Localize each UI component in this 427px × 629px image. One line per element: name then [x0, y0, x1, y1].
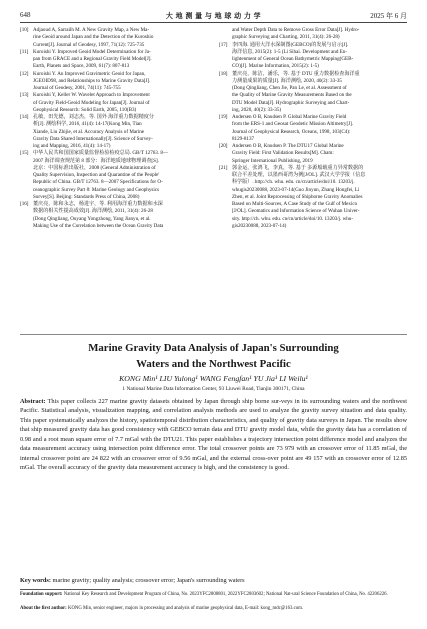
reference-number: [19]: [219, 114, 228, 120]
reference-text: 董庆亮，陈和永志，杨进宇，等. 利用海洋重力数据和水深 数据的相关性提高成效[J]. 海洋测绘, 2011, 31(4): 26-28 (Dong Qingliang, Ouyang Yongzhong, Yang Jianyu, et al. Making Use of the Correlation between the Ocean Gravity Data: [33, 201, 164, 229]
reference-text: Andersen O B, Knudsen P. Global Marine Gravity Field from the ERS-1 and Geosat Geodetic Mission Altimetry[J]. Journal of Geophysical Research, Oceans, 1998, 103(C4): 8129-8137: [232, 114, 354, 142]
foundation-footnote: [20, 592, 407, 599]
reference-number: [11]: [20, 48, 29, 55]
reference-text: 中华人民共和国国家质量监督检验检疫总局. GB/T 12763. 8— 2007 海洋调查规范第 8 部分：海洋地质地球物理调查[S]. 北京：中国标准出版社，2008 (General Administration of Quality Supervision, Inspection and Quarantine of the People' Republic of China. GB/T 12763. 8—2007 Specifications for O- ceanographic Survey Part 8: Marine Geology and Geophysics Survey[S]. Beijing: Standards Press of China, 2008): [33, 150, 169, 200]
section-divider: [20, 334, 407, 335]
page-number: 648: [20, 11, 31, 19]
reference-entry: [219, 165, 407, 230]
reference-entry: [20, 27, 208, 49]
reference-entry: [219, 42, 407, 71]
reference-text: Kuroishi Y, Keller W. Wavelet Approach to Improvement of Gravity Field-Geoid Modeling for Japan[J]. Journal of Geophysical Research: Solid Earth, 2005, 110(B3): [33, 92, 150, 113]
reference-number: [21]: [219, 164, 228, 171]
reference-number: [13]: [20, 92, 29, 99]
footnote-divider: [20, 589, 120, 590]
abstract-text: This paper collects 227 marine gravity datasets obtained by Japan through ship borne sur-veys in its surrounding waters and the northwest Pacific. Statistical analysis, visualization mapping, and correlation analysis methods are used to analyze the gravity survey situation and data quality. This paper systematically analyzes the history, spatiotemporal distribution characteristics, and quality of gravity data surveys in Japan. The results show that ship measured gravity data has good consistency with GEBCO terrain data and DTU gravity model data, while the gravity data has a correlation of 0.98 and a root mean square error of 7.7 mGal with the DTU21. This paper establishes a trajectory intersection point difference model and analyzes the data measurement accuracy using intersection point difference error. The total crossover points are 73 979 with an crossover error of 11.85 mGal, the internal crossover point are 24 822 with an crossover error of 9.56 mGal, and the external cross-over point are 49 157 with an crossover error of 12.85 mGal. The overall accuracy of the gravity data measurement accuracy is high, and the consistency is good.: [20, 398, 407, 472]
affiliation: 1 National Marine Data Information Center, 93 Liuwei Road, Tianjin 300171, China: [122, 386, 305, 392]
reference-entry: [20, 150, 208, 201]
reference-entry: [219, 143, 407, 165]
reference-text: Adjaoud A, Sarrailh M. A New Gravity Map, a New Ma- rine Geoid around Japan and the Detection of the Kuroshio Current[J]. Journal of Geodesy, 1997, 71(12): 725-735: [33, 27, 154, 48]
reference-text: Kuroishi Y. Improved Geoid Model Determination for Ja- pan from GRACE and a Regional Gravity Field Model[J]. Earth, Planets and Space, 2009, 61(7): 807-813: [33, 48, 152, 70]
author-note-text: KONG Min, senior engineer, majors in processing and analysis of marine geophysical data, E-mail: kong_mdc@163.com.: [66, 606, 304, 611]
reference-number: [12]: [20, 70, 29, 77]
reference-entry: [20, 114, 208, 150]
reference-number: [16]: [20, 201, 29, 207]
abstract: [20, 397, 407, 473]
english-title: Marine Gravity Data Analysis of Japan's Surrounding Waters and the Northwest Pacific: [88, 342, 339, 370]
reference-text: 李四海. 通用大洋水深制图(GEBCO)的发展与启示[J]. 海洋信息, 2015(2): 1-5 (Li Sihai. Development and En- lightenment of General Ocean Bathymetric Mapping(GEB- CO)[J]. Marine Information, 2015(2): 1-5): [232, 41, 354, 70]
author-note-label: About the first author:: [20, 606, 67, 611]
reference-entry: [219, 27, 407, 42]
references-right-column: [219, 27, 407, 230]
reference-number: [18]: [219, 70, 228, 77]
foundation-label: Foundation support:: [20, 592, 63, 597]
reference-text: 郭金运，张鸿飞，李真，等. 基于 多源船载重力异常数据的 联合平差处理，以墨西哥湾为例[J/OL]. 武汉大学学报（信息 科学版）. http://ch. whu. edu. cn/cn/article/doi/10. 13203/j. whugis20230088, 2023-07-14(Guo Jinyun, Zhang Hongfei, Li Zhen, et al. Joint Reprocessing of Shipborne Gravity Anomalies Based on Multi-Sources, A Case Study of the Gulf of Mexico [J/OL]. Geomatics and Information Science of Wuhan Univer- sity. http://ch. whu. edu. cn/cn/article/doi/10. 13203/j. whu- gis20230088, 2023-07-14): [232, 164, 366, 229]
reference-entry: [20, 92, 208, 114]
reference-number: [17]: [219, 41, 228, 48]
reference-number: [20]: [219, 143, 228, 149]
reference-number: [10]: [20, 27, 29, 33]
foundation-text: National Key Research and Development Program of China, No. 2023YFC2808801, 2022YFC2803602; National Nat-ural Science Foundation of China, No. 42206226.: [62, 592, 388, 597]
reference-entry: [219, 114, 407, 143]
reference-number: [15]: [20, 150, 29, 157]
keywords-label: Key words:: [20, 577, 51, 584]
reference-text: Kuroishi Y. An Improved Gravimetric Geoid for Japan, JGEOID98, and Relationships to Marine Gravity Data[J]. Journal of Geodesy, 2001, 74(11): 745-755: [33, 70, 151, 91]
references-left-column: [20, 27, 208, 230]
reference-entry: [20, 49, 208, 71]
reference-text: 孔敏，田先德，刘志杰，等. 国外 海洋重力数据精度分 析[J]. 测绘科学, 2016, 41(4): 14-17(Kong Min, Tian Xiande, Liu Zhijie, et al. Accuracy Analysis of Marine Gravity Data Shared Internationally[J]. Science of Survey- ing and Mapping, 2016, 41(4): 14-17): [33, 114, 154, 149]
reference-entry: [219, 71, 407, 115]
author-list: KONG Min¹ LIU Yulong¹ WANG Fengfan¹ YU Jia¹ LI Weilu¹: [119, 374, 308, 383]
reference-entry: [20, 71, 208, 93]
author-footnote: [20, 606, 407, 613]
journal-name: 大 地 测 量 与 地 球 动 力 学: [165, 12, 262, 20]
abstract-label: Abstract:: [20, 398, 46, 405]
reference-number: [14]: [20, 114, 29, 120]
issue-date: 2025 年 6 月: [370, 12, 407, 20]
reference-text: 董庆亮，陈洁，潘乐，等. 基于 DTU 重力数据检查海洋重 力测量成果的质量[J]. 海洋测绘, 2020, 40(2): 33-35 (Dong Qingliang, Chen Jie, Pan Le, et al. Assessment of the Quality of Marine Gravity Measurements Based on the DTU Model Data[J]. Hydrographic Surveying and Chart- ing, 2020, 40(2): 33-35): [232, 70, 360, 113]
running-header: [20, 10, 407, 23]
reference-text: and Water Depth Data to Remove Gross Error Data[J]. Hydro- graphic Surveying and Charting, 2011, 31(4): 26-28): [232, 27, 360, 41]
reference-entry: [20, 201, 208, 230]
keywords: [20, 577, 407, 584]
reference-text: Andersen O B, Knudsen P. The DTU17 Global Marine Gravity Field: First Validation Results[M]. Cham: Springer International Publishing, 2019: [232, 143, 344, 164]
keywords-text: marine gravity; quality analysis; crossover error; Japan's surrounding waters: [50, 577, 245, 584]
